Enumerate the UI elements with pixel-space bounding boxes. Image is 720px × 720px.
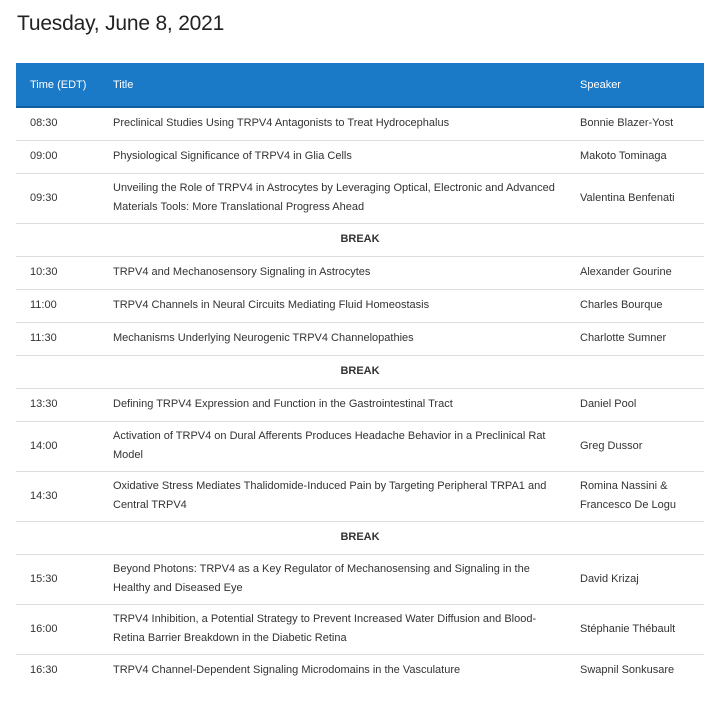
session-speaker: Charles Bourque	[580, 289, 704, 322]
session-time: 11:30	[16, 322, 113, 355]
table-header-row	[16, 63, 704, 107]
break-label: BREAK	[16, 223, 704, 256]
page-title: Tuesday, June 8, 2021	[17, 12, 225, 35]
session-time: 15:30	[16, 554, 113, 604]
table-row	[16, 173, 704, 223]
table-row	[16, 289, 704, 322]
session-title: Activation of TRPV4 on Dural Afferents Produces Headache Behavior in a Preclinical Rat Model	[113, 421, 580, 471]
session-speaker: Stéphanie Thébault	[580, 604, 704, 654]
session-title: Beyond Photons: TRPV4 as a Key Regulator of Mechanosensing and Signaling in the Healthy and Diseased Eye	[113, 554, 580, 604]
table-body	[16, 107, 704, 687]
break-row	[16, 521, 704, 554]
session-time: 11:00	[16, 289, 113, 322]
session-speaker: Romina Nassini & Francesco De Logu	[580, 471, 704, 521]
session-title: TRPV4 Channels in Neural Circuits Mediating Fluid Homeostasis	[113, 289, 580, 322]
session-title: Preclinical Studies Using TRPV4 Antagonists to Treat Hydrocephalus	[113, 107, 580, 140]
session-speaker: Alexander Gourine	[580, 256, 704, 289]
column-header-time: Time (EDT)	[16, 63, 113, 107]
session-title: Oxidative Stress Mediates Thalidomide-Induced Pain by Targeting Peripheral TRPA1 and Central TRPV4	[113, 471, 580, 521]
session-time: 08:30	[16, 107, 113, 140]
session-time: 14:00	[16, 421, 113, 471]
session-time: 16:00	[16, 604, 113, 654]
break-row	[16, 355, 704, 388]
table-row	[16, 554, 704, 604]
session-title: TRPV4 Channel-Dependent Signaling Microdomains in the Vasculature	[113, 664, 461, 677]
table-row	[16, 388, 704, 421]
table-row	[16, 256, 704, 289]
session-time: 10:30	[16, 256, 113, 289]
session-title: TRPV4 Inhibition, a Potential Strategy to Prevent Increased Water Diffusion and Blood-Retina Barrier Breakdown in the Diabetic Retina	[113, 604, 580, 654]
session-time: 13:30	[16, 388, 113, 421]
session-speaker: Swapnil Sonkusare	[580, 664, 675, 677]
column-header-speaker: Speaker	[580, 63, 704, 107]
session-title: Physiological Significance of TRPV4 in Glia Cells	[113, 140, 580, 173]
break-row	[16, 223, 704, 256]
session-speaker: Makoto Tominaga	[580, 140, 704, 173]
table-row	[16, 107, 704, 140]
session-title: Defining TRPV4 Expression and Function in the Gastrointestinal Tract	[113, 388, 580, 421]
session-speaker: Daniel Pool	[580, 388, 704, 421]
break-label: BREAK	[16, 521, 704, 554]
table-row	[16, 604, 704, 654]
table-row	[16, 654, 704, 687]
table-row	[16, 421, 704, 471]
session-time: 16:30	[30, 664, 58, 677]
table-row	[16, 471, 704, 521]
session-speaker: Bonnie Blazer-Yost	[580, 107, 704, 140]
session-title: Unveiling the Role of TRPV4 in Astrocytes by Leveraging Optical, Electronic and Advanced Materials Tools: More Translational Progress Ahead	[113, 173, 580, 223]
schedule-table	[16, 63, 704, 687]
session-title: TRPV4 and Mechanosensory Signaling in Astrocytes	[113, 256, 580, 289]
table-row	[16, 140, 704, 173]
table-row	[16, 322, 704, 355]
column-header-title: Title	[113, 63, 580, 107]
session-title: Mechanisms Underlying Neurogenic TRPV4 Channelopathies	[113, 322, 580, 355]
session-time: 09:30	[16, 173, 113, 223]
session-time: 14:30	[16, 471, 113, 521]
session-speaker: Charlotte Sumner	[580, 322, 704, 355]
session-speaker: Valentina Benfenati	[580, 173, 704, 223]
session-speaker: Greg Dussor	[580, 421, 704, 471]
table-header	[16, 63, 704, 107]
session-speaker: David Krizaj	[580, 554, 704, 604]
session-time: 09:00	[16, 140, 113, 173]
break-label: BREAK	[16, 355, 704, 388]
